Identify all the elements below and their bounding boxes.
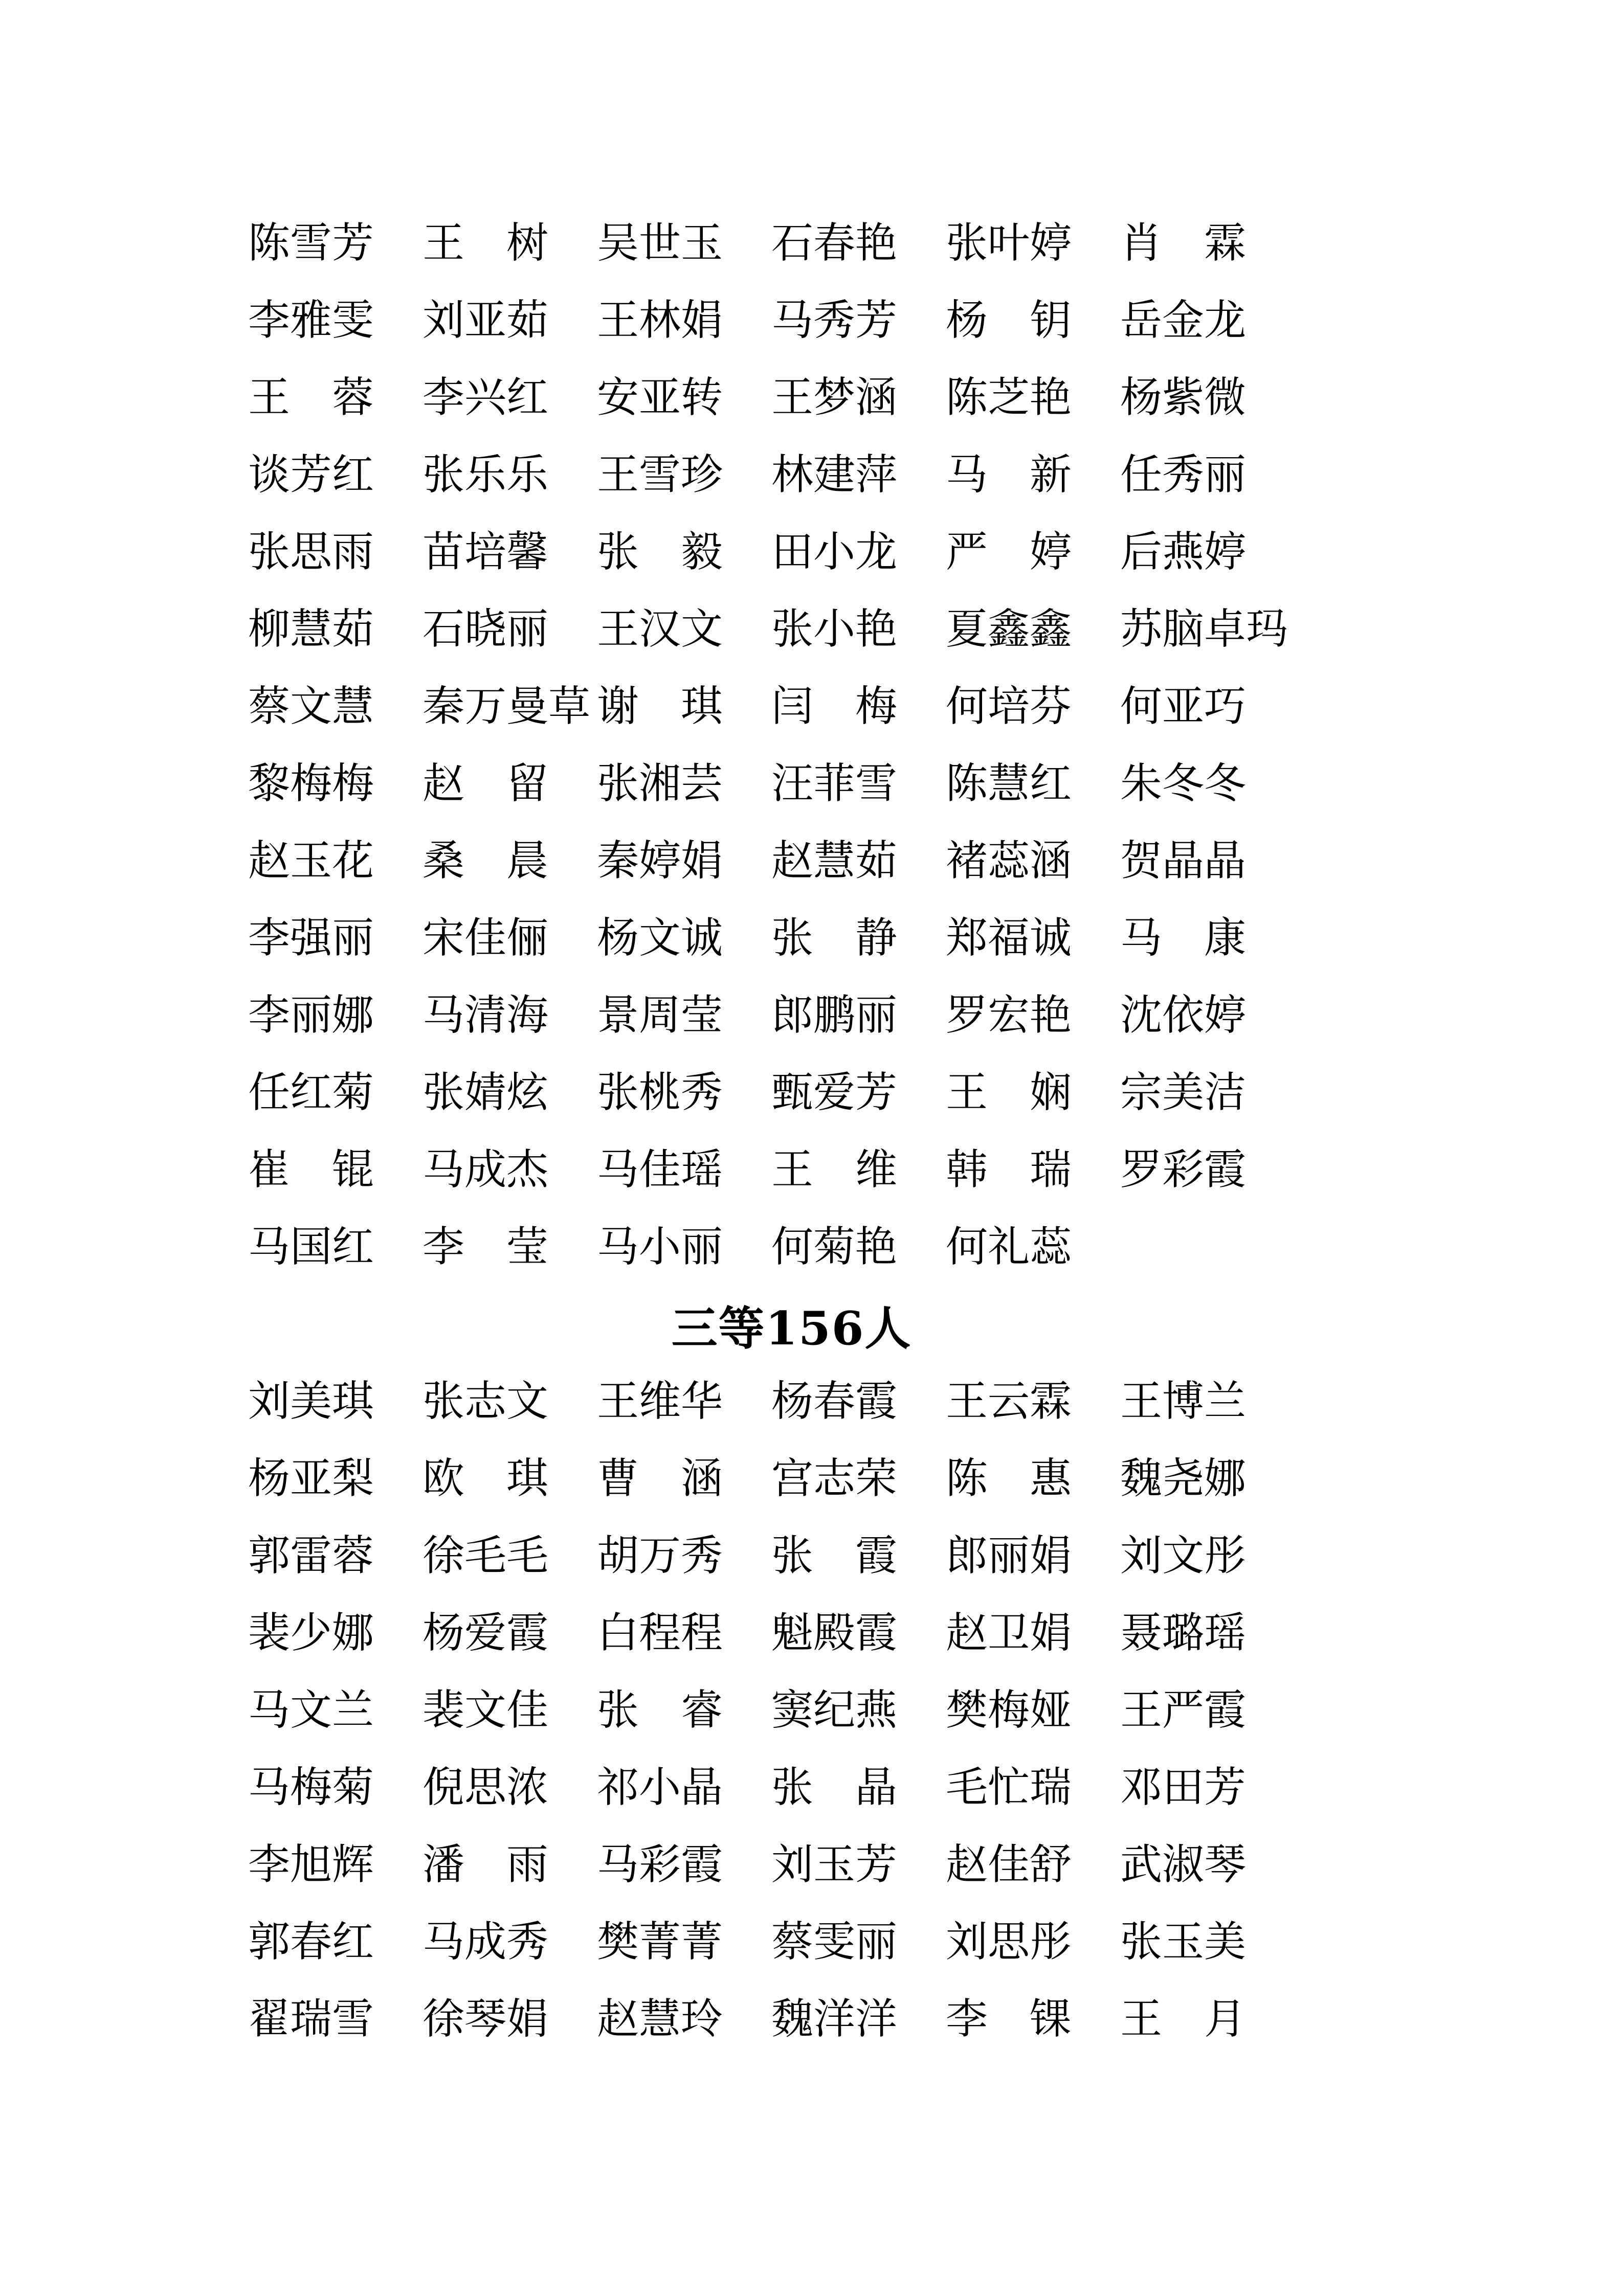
person-name: 郑福诚: [946, 913, 1072, 962]
person-name: 赵 留: [422, 759, 549, 808]
person-name: 胡万秀: [597, 1531, 723, 1580]
person-name: 王梦涵: [771, 373, 898, 422]
person-name: 赵佳舒: [946, 1840, 1072, 1889]
person-name: 贺晶晶: [1120, 836, 1247, 885]
person-name: 沈依婷: [1120, 991, 1247, 1040]
person-name: 樊菁菁: [597, 1917, 723, 1966]
person-name: 李强丽: [248, 913, 374, 962]
name-row: [248, 1208, 1243, 1286]
person-name: 杨紫微: [1120, 373, 1247, 422]
person-name: 何菊艳: [771, 1222, 898, 1271]
name-row: [248, 1363, 1247, 1440]
person-name: 马 新: [946, 450, 1072, 499]
person-name: 王雪珍: [597, 450, 723, 499]
person-name: 宫志荣: [771, 1454, 898, 1503]
person-name: 郭雷蓉: [248, 1531, 374, 1580]
person-name: 赵慧茹: [771, 836, 898, 885]
person-name: 欧 琪: [422, 1454, 549, 1503]
person-name: 杨爱霞: [422, 1608, 549, 1657]
person-name: 张 毅: [597, 527, 723, 576]
person-name: 任红菊: [248, 1068, 374, 1117]
person-name: 赵玉花: [248, 836, 374, 885]
person-name: 秦万曼草: [422, 682, 591, 731]
person-name: 韩 瑞: [946, 1145, 1072, 1194]
person-name: 张思雨: [248, 527, 374, 576]
person-name: 王维华: [597, 1377, 723, 1426]
person-name: 刘文彤: [1120, 1531, 1247, 1580]
person-name: 宗美洁: [1120, 1068, 1247, 1117]
person-name: 裴文佳: [422, 1685, 549, 1735]
person-name: 陈芝艳: [946, 373, 1072, 422]
name-row: [248, 1517, 1247, 1594]
person-name: 陈 惠: [946, 1454, 1072, 1503]
name-row: [248, 591, 1288, 668]
person-name: 李旭辉: [248, 1840, 374, 1889]
person-name: 翟瑞雪: [248, 1994, 374, 2043]
person-name: 赵慧玲: [597, 1994, 723, 2043]
person-name: 马 康: [1120, 913, 1247, 962]
name-row: [248, 822, 1247, 899]
person-name: 肖 霖: [1120, 218, 1247, 267]
person-name: 张湘芸: [597, 759, 723, 808]
person-name: 武淑琴: [1120, 1840, 1247, 1889]
name-row: [248, 745, 1247, 822]
person-name: 刘玉芳: [771, 1840, 898, 1889]
person-name: 崔 锟: [248, 1145, 374, 1194]
person-name: 安亚转: [597, 373, 723, 422]
person-name: 谢 琪: [597, 682, 723, 731]
person-name: 马梅菊: [248, 1763, 374, 1812]
person-name: 刘亚茹: [422, 296, 549, 345]
person-name: 夏鑫鑫: [946, 604, 1072, 654]
person-name: 裴少娜: [248, 1608, 374, 1657]
name-row: [248, 1594, 1247, 1672]
name-row: [248, 1054, 1247, 1131]
person-name: 王 娴: [946, 1068, 1072, 1117]
person-name: 刘思彤: [946, 1917, 1072, 1966]
person-name: 岳金龙: [1120, 296, 1247, 345]
person-name: 徐琴娟: [422, 1994, 549, 2043]
name-row: [248, 1672, 1247, 1749]
person-name: 景周莹: [597, 991, 723, 1040]
name-row: [248, 205, 1247, 282]
person-name: 林建萍: [771, 450, 898, 499]
person-name: 马成秀: [422, 1917, 549, 1966]
person-name: 聂璐瑶: [1120, 1608, 1247, 1657]
person-name: 杨亚梨: [248, 1454, 374, 1503]
person-name: 任秀丽: [1120, 450, 1247, 499]
person-name: 陈雪芳: [248, 218, 374, 267]
person-name: 张婧炫: [422, 1068, 549, 1117]
person-name: 王严霞: [1120, 1685, 1247, 1735]
person-name: 张乐乐: [422, 450, 549, 499]
person-name: 桑 晨: [422, 836, 549, 885]
person-name: 杨文诚: [597, 913, 723, 962]
person-name: 何培芬: [946, 682, 1072, 731]
person-name: 刘美琪: [248, 1377, 374, 1426]
person-name: 郭春红: [248, 1917, 374, 1966]
name-row: [248, 436, 1247, 513]
person-name: 马小丽: [597, 1222, 723, 1271]
name-row: [248, 1903, 1247, 1980]
name-list-content: [248, 205, 1288, 2058]
section-heading: 三等156人: [671, 1301, 912, 1356]
name-row: [248, 359, 1247, 436]
person-name: 闫 梅: [771, 682, 898, 731]
name-row: [248, 668, 1247, 745]
person-name: 苏脑卓玛: [1120, 604, 1288, 654]
person-name: 朱冬冬: [1120, 759, 1247, 808]
person-name: 后燕婷: [1120, 527, 1247, 576]
person-name: 樊梅娅: [946, 1685, 1072, 1735]
person-name: 李兴红: [422, 373, 549, 422]
person-name: 柳慧茹: [248, 604, 374, 654]
person-name: 罗宏艳: [946, 991, 1072, 1040]
person-name: 李丽娜: [248, 991, 374, 1040]
person-name: 马秀芳: [771, 296, 898, 345]
person-name: 马文兰: [248, 1685, 374, 1735]
name-row: [248, 1131, 1247, 1208]
name-row: [248, 899, 1247, 977]
person-name: 李雅雯: [248, 296, 374, 345]
person-name: 毛忙瑞: [946, 1763, 1072, 1812]
person-name: 张桃秀: [597, 1068, 723, 1117]
person-name: 张 霞: [771, 1531, 898, 1580]
person-name: 马国红: [248, 1222, 374, 1271]
person-name: 汪菲雪: [771, 759, 898, 808]
person-name: 杨春霞: [771, 1377, 898, 1426]
person-name: 石晓丽: [422, 604, 549, 654]
person-name: 张叶婷: [946, 218, 1072, 267]
person-name: 蔡雯丽: [771, 1917, 898, 1966]
person-name: 杨 钥: [946, 296, 1072, 345]
person-name: 魏尧娜: [1120, 1454, 1247, 1503]
person-name: 秦婷娟: [597, 836, 723, 885]
person-name: 罗彩霞: [1120, 1145, 1247, 1194]
person-name: 陈慧红: [946, 759, 1072, 808]
person-name: 张小艳: [771, 604, 898, 654]
person-name: 魁殿霞: [771, 1608, 898, 1657]
person-name: 王 树: [422, 218, 549, 267]
person-name: 张玉美: [1120, 1917, 1247, 1966]
person-name: 吴世玉: [597, 218, 723, 267]
person-name: 蔡文慧: [248, 682, 374, 731]
names-section-second-class: [248, 205, 1288, 1286]
person-name: 王 月: [1120, 1994, 1247, 2043]
person-name: 徐毛毛: [422, 1531, 549, 1580]
person-name: 何亚巧: [1120, 682, 1247, 731]
person-name: 王林娟: [597, 296, 723, 345]
name-row: [248, 1980, 1247, 2058]
name-row: [248, 282, 1247, 359]
person-name: 李 莹: [422, 1222, 549, 1271]
name-row: [248, 1749, 1247, 1826]
person-name: 黎梅梅: [248, 759, 374, 808]
person-name: 郎丽娟: [946, 1531, 1072, 1580]
person-name: 曹 涵: [597, 1454, 723, 1503]
person-name: 邓田芳: [1120, 1763, 1247, 1812]
person-name: 窦纪燕: [771, 1685, 898, 1735]
person-name: 张 睿: [597, 1685, 723, 1735]
person-name: 宋佳俪: [422, 913, 549, 962]
person-name: 王 维: [771, 1145, 898, 1194]
person-name: 郎鹏丽: [771, 991, 898, 1040]
person-name: 田小龙: [771, 527, 898, 576]
person-name: 赵卫娟: [946, 1608, 1072, 1657]
person-name: 张 静: [771, 913, 898, 962]
person-name: 王云霖: [946, 1377, 1072, 1426]
person-name: 白程程: [597, 1608, 723, 1657]
person-name: 石春艳: [771, 218, 898, 267]
person-name: 李 锞: [946, 1994, 1072, 2043]
person-name: 甄爱芳: [771, 1068, 898, 1117]
person-name: 王汉文: [597, 604, 723, 654]
person-name: 严 婷: [946, 527, 1072, 576]
name-row: [248, 1440, 1247, 1517]
person-name: 潘 雨: [422, 1840, 549, 1889]
person-name: 王 蓉: [248, 373, 374, 422]
person-name: 倪思浓: [422, 1763, 549, 1812]
name-row: [248, 977, 1247, 1054]
person-name: 王博兰: [1120, 1377, 1247, 1426]
person-name: 祁小晶: [597, 1763, 723, 1812]
person-name: 张志文: [422, 1377, 549, 1426]
person-name: 马佳瑶: [597, 1145, 723, 1194]
person-name: 魏洋洋: [771, 1994, 898, 2043]
person-name: 马彩霞: [597, 1840, 723, 1889]
names-section-third-class: [248, 1363, 1247, 2058]
person-name: 马清海: [422, 991, 549, 1040]
name-row: [248, 513, 1247, 591]
person-name: 褚蕊涵: [946, 836, 1072, 885]
person-name: 苗培馨: [422, 527, 549, 576]
person-name: 谈芳红: [248, 450, 374, 499]
person-name: 马成杰: [422, 1145, 549, 1194]
person-name: 何礼蕊: [946, 1222, 1072, 1271]
person-name: 张 晶: [771, 1763, 898, 1812]
name-row: [248, 1826, 1247, 1903]
